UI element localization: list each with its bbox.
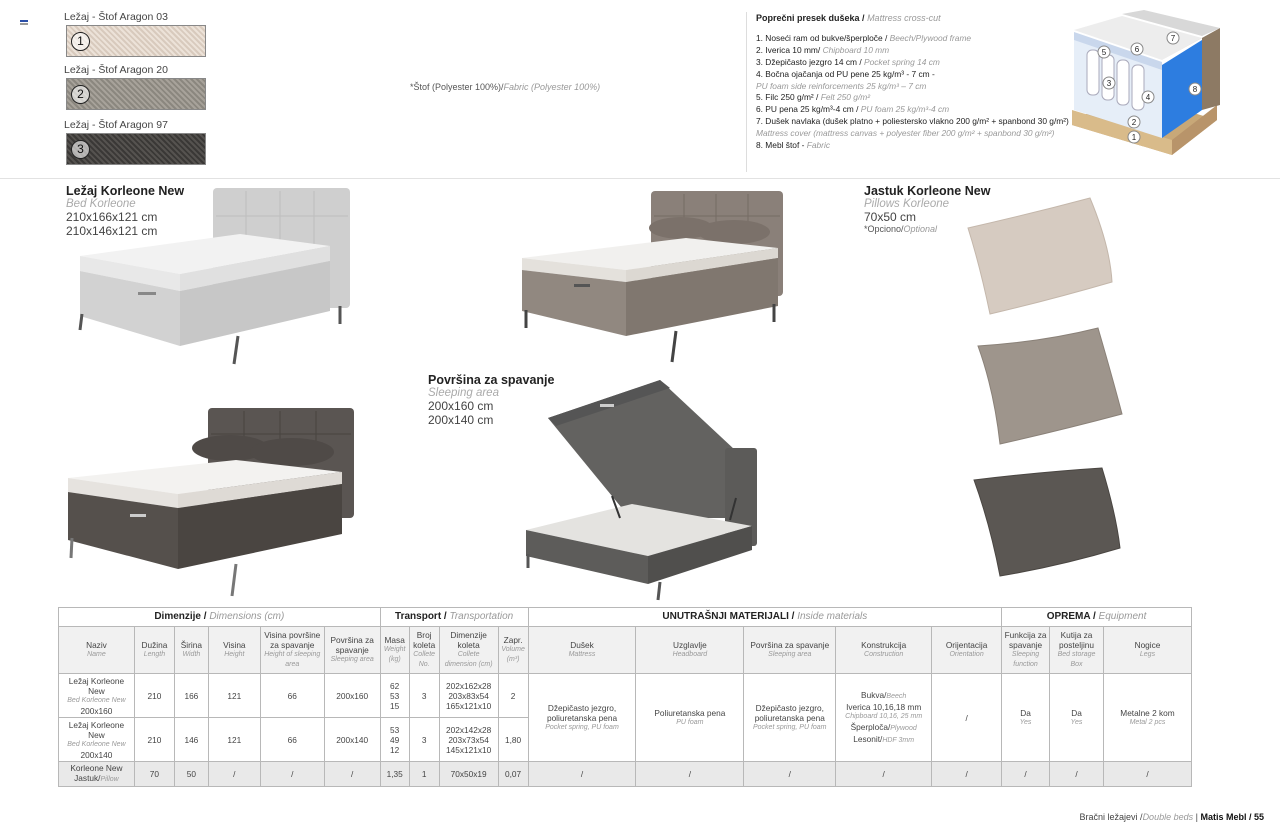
cell-width: 146 [174, 718, 208, 762]
cross-item: 5. Filc 250 g/m² / Felt 250 g/m² [756, 92, 871, 103]
table-row-pillow [59, 762, 1192, 787]
pillow-title: Jastuk Korleone New [864, 184, 991, 198]
col-header-orientation: Orijentacija Orientation [932, 627, 1002, 674]
cross-item: 1. Noseći ram od bukve/šperploče / Beech/Plywood frame [756, 32, 972, 43]
col-header-volume: Zapr. Volume (m³) [498, 627, 528, 674]
cross-item: 3. Džepičasto jezgro 14 cm / Pocket spring 14 cm [756, 56, 940, 67]
fabric-swatch-aragon-97 [66, 133, 206, 165]
bed-subtitle: Bed Korleone [66, 198, 136, 210]
cross-label-5: 5 [1101, 48, 1107, 57]
fabric-composition: *Štof (Polyester 100%)/Fabric (Polyester 100%) [410, 82, 601, 92]
col-header-sleeping-area: Površina za spavanje Sleeping area [744, 627, 836, 674]
col-header-mattress: Dušek Mattress [528, 627, 636, 674]
fabric-swatch-aragon-20 [66, 78, 206, 110]
cross-item: 6. PU pena 25 kg/m³-4 cm / PU foam 25 kg/m³-4 cm [756, 104, 950, 115]
group-inside-materials: UNUTRAŠNJI MATERIJALI / Inside materials [528, 608, 1001, 627]
cell-weight: 1,35 [380, 762, 409, 787]
cross-label-6: 6 [1134, 45, 1140, 54]
col-header-sleep-area: Površina za spavanje Sleeping area [324, 627, 380, 674]
cell-construction: / [836, 762, 932, 787]
cell-legs: Metalne 2 kom Metal 2 pcs [1103, 674, 1191, 762]
cell-sleep-height: 66 [260, 674, 324, 718]
swatch-label-1: Ležaj - Štof Aragon 03 [64, 11, 168, 23]
col-header-name: Naziv Name [59, 627, 135, 674]
cell-sleep-height: / [260, 762, 324, 787]
cross-label-3: 3 [1106, 79, 1112, 88]
pillow-optional-note: *Opciono/Optional [864, 224, 938, 234]
cell-weight: 53 49 12 [380, 718, 409, 762]
cell-volume: 0,07 [498, 762, 528, 787]
cross-cut-title: Poprečni presek dušeka / Mattress cross-cut [756, 13, 941, 23]
cell-sleep-area: 200x160 [324, 674, 380, 718]
group-dimensions: Dimenzije / Dimensions (cm) [59, 608, 381, 627]
cell-collete-no: 1 [409, 762, 439, 787]
sleeping-area-title: Površina za spavanje [428, 373, 555, 387]
cross-cut-list [756, 13, 1069, 152]
cell-volume: 1,80 [498, 718, 528, 762]
sleeping-area-dimension: 200x140 cm [428, 413, 494, 427]
col-header-collete-dim: Dimenzije koleta Collete dimension (cm) [439, 627, 498, 674]
col-header-storage: Kutija za posteljinu Bed storage Box [1050, 627, 1104, 674]
cell-sleep-area: / [324, 762, 380, 787]
page-number: / 55 [1248, 812, 1264, 822]
cross-item: 8. Mebl štof - Fabric [756, 140, 831, 151]
bed-image-taupe [516, 186, 796, 366]
cell-name: Ležaj Korleone New Bed Korleone New 200x160 [59, 674, 135, 718]
col-header-legs: Nogice Legs [1103, 627, 1191, 674]
bed-image-light-grey [70, 186, 360, 376]
cross-item: 2. Iverica 10 mm/ Chipboard 10 mm [756, 44, 890, 55]
cell-function: / [1002, 762, 1050, 787]
cell-collete-no: 3 [409, 674, 439, 718]
cell-storage: Da Yes [1050, 674, 1104, 762]
cell-name: Ležaj Korleone New Bed Korleone New 200x140 [59, 718, 135, 762]
pillow-dimension: 70x50 cm [864, 210, 917, 224]
table-row [59, 674, 1192, 718]
cell-headboard: Poliuretanska pena PU foam [636, 674, 744, 762]
col-header-width: Širina Width [174, 627, 208, 674]
flag-icon [20, 20, 28, 27]
table-group-header-row [59, 608, 1192, 627]
cell-length: 70 [134, 762, 174, 787]
bed-dimension: 210x146x121 cm [66, 224, 158, 238]
col-header-construction: Konstrukcija Construction [836, 627, 932, 674]
cell-width: 166 [174, 674, 208, 718]
cell-height: 121 [208, 718, 260, 762]
sleeping-area-subtitle: Sleeping area [428, 387, 499, 399]
cell-headboard: / [636, 762, 744, 787]
pillow-subtitle: Pillows Korleone [864, 198, 950, 210]
col-header-headboard: Uzglavlje Headboard [636, 627, 744, 674]
cross-label-7: 7 [1170, 34, 1176, 43]
cell-name: Korleone New Jastuk/Pillow [59, 762, 135, 787]
pillow-image-taupe [972, 326, 1127, 448]
fabric-swatch-aragon-03 [66, 25, 206, 57]
brand-logo: Matis Mebl [1200, 812, 1247, 822]
cell-sleeping-area: Džepičasto jezgro, poliuretanska pena Pocket spring, PU foam [744, 674, 836, 762]
cross-label-8: 8 [1192, 85, 1198, 94]
col-header-sleep-height: Visina površine za spavanje Height of sleeping area [260, 627, 324, 674]
bed-image-open-storage [520, 378, 770, 604]
swatch-number: 1 [71, 32, 90, 51]
cell-construction: Bukva/Beech Iverica 10,16,18 mm Chipboard 10,16, 25 mm Šperploča/Plywood Lesonit/HDF 3mm [836, 674, 932, 762]
cell-function: Da Yes [1002, 674, 1050, 762]
col-header-function: Funkcija za spavanje Sleeping function [1002, 627, 1050, 674]
bed-title: Ležaj Korleone New [66, 184, 185, 198]
cell-collete-no: 3 [409, 718, 439, 762]
cell-orientation: / [932, 762, 1002, 787]
cross-label-4: 4 [1145, 93, 1151, 102]
specifications-table [58, 607, 1192, 787]
cross-item: PU foam side reinforcements 25 kg/m³ – 7 cm [756, 80, 927, 91]
cell-collete-dim: 202x142x28 203x73x54 145x121x10 [439, 718, 498, 762]
mattress-cross-section-illustration [1062, 10, 1222, 160]
cell-legs: / [1103, 762, 1191, 787]
cell-storage: / [1050, 762, 1104, 787]
cell-sleep-height: 66 [260, 718, 324, 762]
bed-dimension: 210x166x121 cm [66, 210, 158, 224]
pillow-image-beige [960, 196, 1120, 316]
cell-weight: 62 53 15 [380, 674, 409, 718]
cross-item: 4. Bočna ojačanja od PU pene 25 kg/m³ - 7 cm - [756, 68, 935, 79]
swatch-label-3: Ležaj - Štof Aragon 97 [64, 119, 168, 131]
cell-volume: 2 [498, 674, 528, 718]
table-column-header-row [59, 627, 1192, 674]
divider [746, 12, 747, 172]
swatch-number: 3 [71, 140, 90, 159]
swatch-number: 2 [71, 85, 90, 104]
cell-collete-dim: 202x162x28 203x83x54 165x121x10 [439, 674, 498, 718]
cell-sleep-area: 200x140 [324, 718, 380, 762]
divider [0, 178, 1280, 179]
cell-height: / [208, 762, 260, 787]
col-header-length: Dužina Length [134, 627, 174, 674]
swatch-label-2: Ležaj - Štof Aragon 20 [64, 64, 168, 76]
bed-image-dark [60, 404, 360, 600]
cell-width: 50 [174, 762, 208, 787]
cell-mattress: Džepičasto jezgro, poliuretanska pena Pocket spring, PU foam [528, 674, 636, 762]
cross-label-1: 1 [1131, 133, 1137, 142]
cross-item: 7. Dušek navlaka (dušek platno + poliestersko vlakno 200 g/m² + spanbond 30 g/m²) [756, 116, 1069, 127]
col-header-weight: Masa Weight (kg) [380, 627, 409, 674]
cell-length: 210 [134, 718, 174, 762]
cell-length: 210 [134, 674, 174, 718]
col-header-collete-no: Broj koleta Collete No. [409, 627, 439, 674]
cell-sleeping-area: / [744, 762, 836, 787]
cell-height: 121 [208, 674, 260, 718]
cross-label-2: 2 [1131, 118, 1137, 127]
cell-mattress: / [528, 762, 636, 787]
pillow-image-dark [970, 464, 1125, 580]
page-footer: Bračni ležajevi /Double beds | Matis Mebl / 55 [1079, 812, 1264, 822]
group-transport: Transport / Transportation [380, 608, 528, 627]
cell-orientation: / [932, 674, 1002, 762]
col-header-height: Visina Height [208, 627, 260, 674]
cross-item: Mattress cover (mattress canvas + polyester fiber 200 g/m² + spanbond 30 g/m²) [756, 128, 1055, 139]
sleeping-area-dimension: 200x160 cm [428, 399, 494, 413]
group-equipment: OPREMA / Equipment [1002, 608, 1192, 627]
cell-collete-dim: 70x50x19 [439, 762, 498, 787]
